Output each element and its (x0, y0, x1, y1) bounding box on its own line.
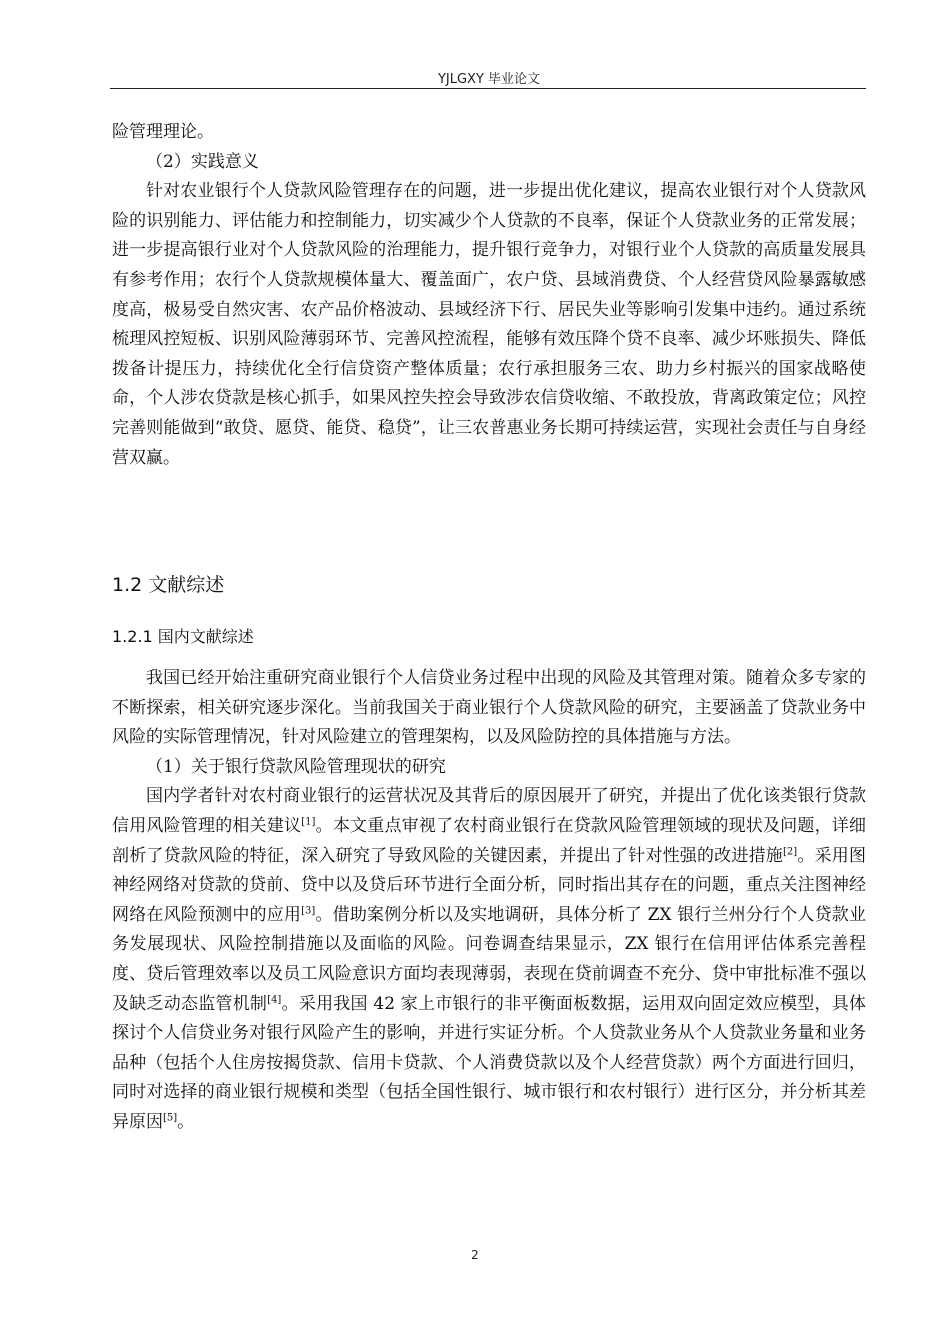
header-divider (110, 88, 866, 89)
citation-ref[interactable]: [5] (163, 1112, 178, 1124)
citation-ref[interactable]: [2] (783, 845, 798, 857)
citation-ref[interactable]: [1] (301, 816, 316, 828)
subsection-heading-domestic-literature: 1.2.1 国内文献综述 (112, 627, 254, 646)
text-run: 。 (177, 1111, 195, 1132)
text-run: 。采用我国 42 家上市银行的非平衡面板数据，运用双向固定效应模型，具体探讨个人信贷业务对银行风险产生的影响，并进行实证分析。个人贷款业务从个人贷款业务量和业务品种（包括个人住房按揭贷款、信用卡贷款、个人消费贷款以及个人经营贷款）两个方面进行回归，同时对选择的商业银行规模和类型（包括全国性银行、城市银行和农村银行）进行区分，并分析其差异原因 (112, 993, 866, 1132)
practical-significance-paragraph: 针对农业银行个人贷款风险管理存在的问题，进一步提出优化建议，提高农业银行对个人贷款风险的识别能力、评估能力和控制能力，切实减少个人贷款的不良率，保证个人贷款业务的正常发展；进一步提高银行业对个人贷款风险的治理能力，提升银行竞争力，对银行业个人贷款的高质量发展具有参考作用；农行个人贷款规模体量大、覆盖面广，农户贷、县域消费贷、个人经营贷风险暴露敏感度高，极易受自然灾害、农产品价格波动、县域经济下行、居民失业等影响引发集中违约。通过系统梳理风控短板、识别风险薄弱环节、完善风控流程，能够有效压降个贷不良率、减少坏账损失、降低拨备计提压力，持续优化全行信贷资产整体质量；农行承担服务三农、助力乡村振兴的国家战略使命，个人涉农贷款是核心抓手，如果风控失控会导致涉农信贷收缩、不敢投放，背离政策定位；风控完善则能做到“敢贷、愿贷、能贷、稳贷”，让三农普惠业务长期可持续运营，实现社会责任与自身经营双赢。 (112, 181, 866, 468)
subheading-practical-significance: （2）实践意义 (146, 151, 259, 172)
citation-ref[interactable]: [4] (267, 993, 282, 1005)
continuation-line: 险管理理论。 (112, 122, 214, 142)
text-run: 。采用图神经网络对贷款的贷前、贷中以及贷后环节进行全面分析，同时指出其存在的问题，重点关注图神经网络在风险预测中的应用 (112, 845, 867, 925)
risk-status-paragraph (112, 782, 866, 1137)
text-run: 。本文重点审视了农村商业银行在贷款风险管理领域的现状及问题，详细剖析了贷款风险的特征，深入研究了导致风险的关键因素，并提出了针对性强的改进措施 (112, 815, 867, 866)
text-run: 。借助案例分析以及实地调研，具体分析了 ZX 银行兰州分行个人贷款业务发展现状、风险控制措施以及面临的风险。问卷调查结果显示，ZX 银行在信用评估体系完善程度、贷后管理效率以及员工风险意识方面均表现薄弱，表现在贷前调查不充分、贷中审批标准不强以及缺乏动态监管机制 (112, 904, 866, 1014)
citation-ref[interactable]: [3] (301, 905, 316, 917)
section-heading-literature-review: 1.2 文献综述 (112, 574, 225, 596)
literature-section (112, 664, 866, 1138)
intro-paragraph: 我国已经开始注重研究商业银行个人信贷业务过程中出现的风险及其管理对策。随着众多专家的不断探索，相关研究逐步深化。当前我国关于商业银行个人贷款风险的研究，主要涵盖了贷款业务中风险的实际管理情况，针对风险建立的管理架构，以及风险防控的具体措施与方法。 (112, 668, 866, 748)
text-run: 国内学者针对农村商业银行的运营状况及其背后的原因展开了研究，并提出了优化该类银行贷款信用风险管理的相关建议 (112, 786, 866, 836)
page-number: 2 (471, 1248, 479, 1262)
subheading-risk-management-status: （1）关于银行贷款风险管理现状的研究 (146, 756, 446, 777)
top-section (112, 118, 866, 473)
running-header: YJLGXY 毕业论文 (437, 72, 541, 87)
